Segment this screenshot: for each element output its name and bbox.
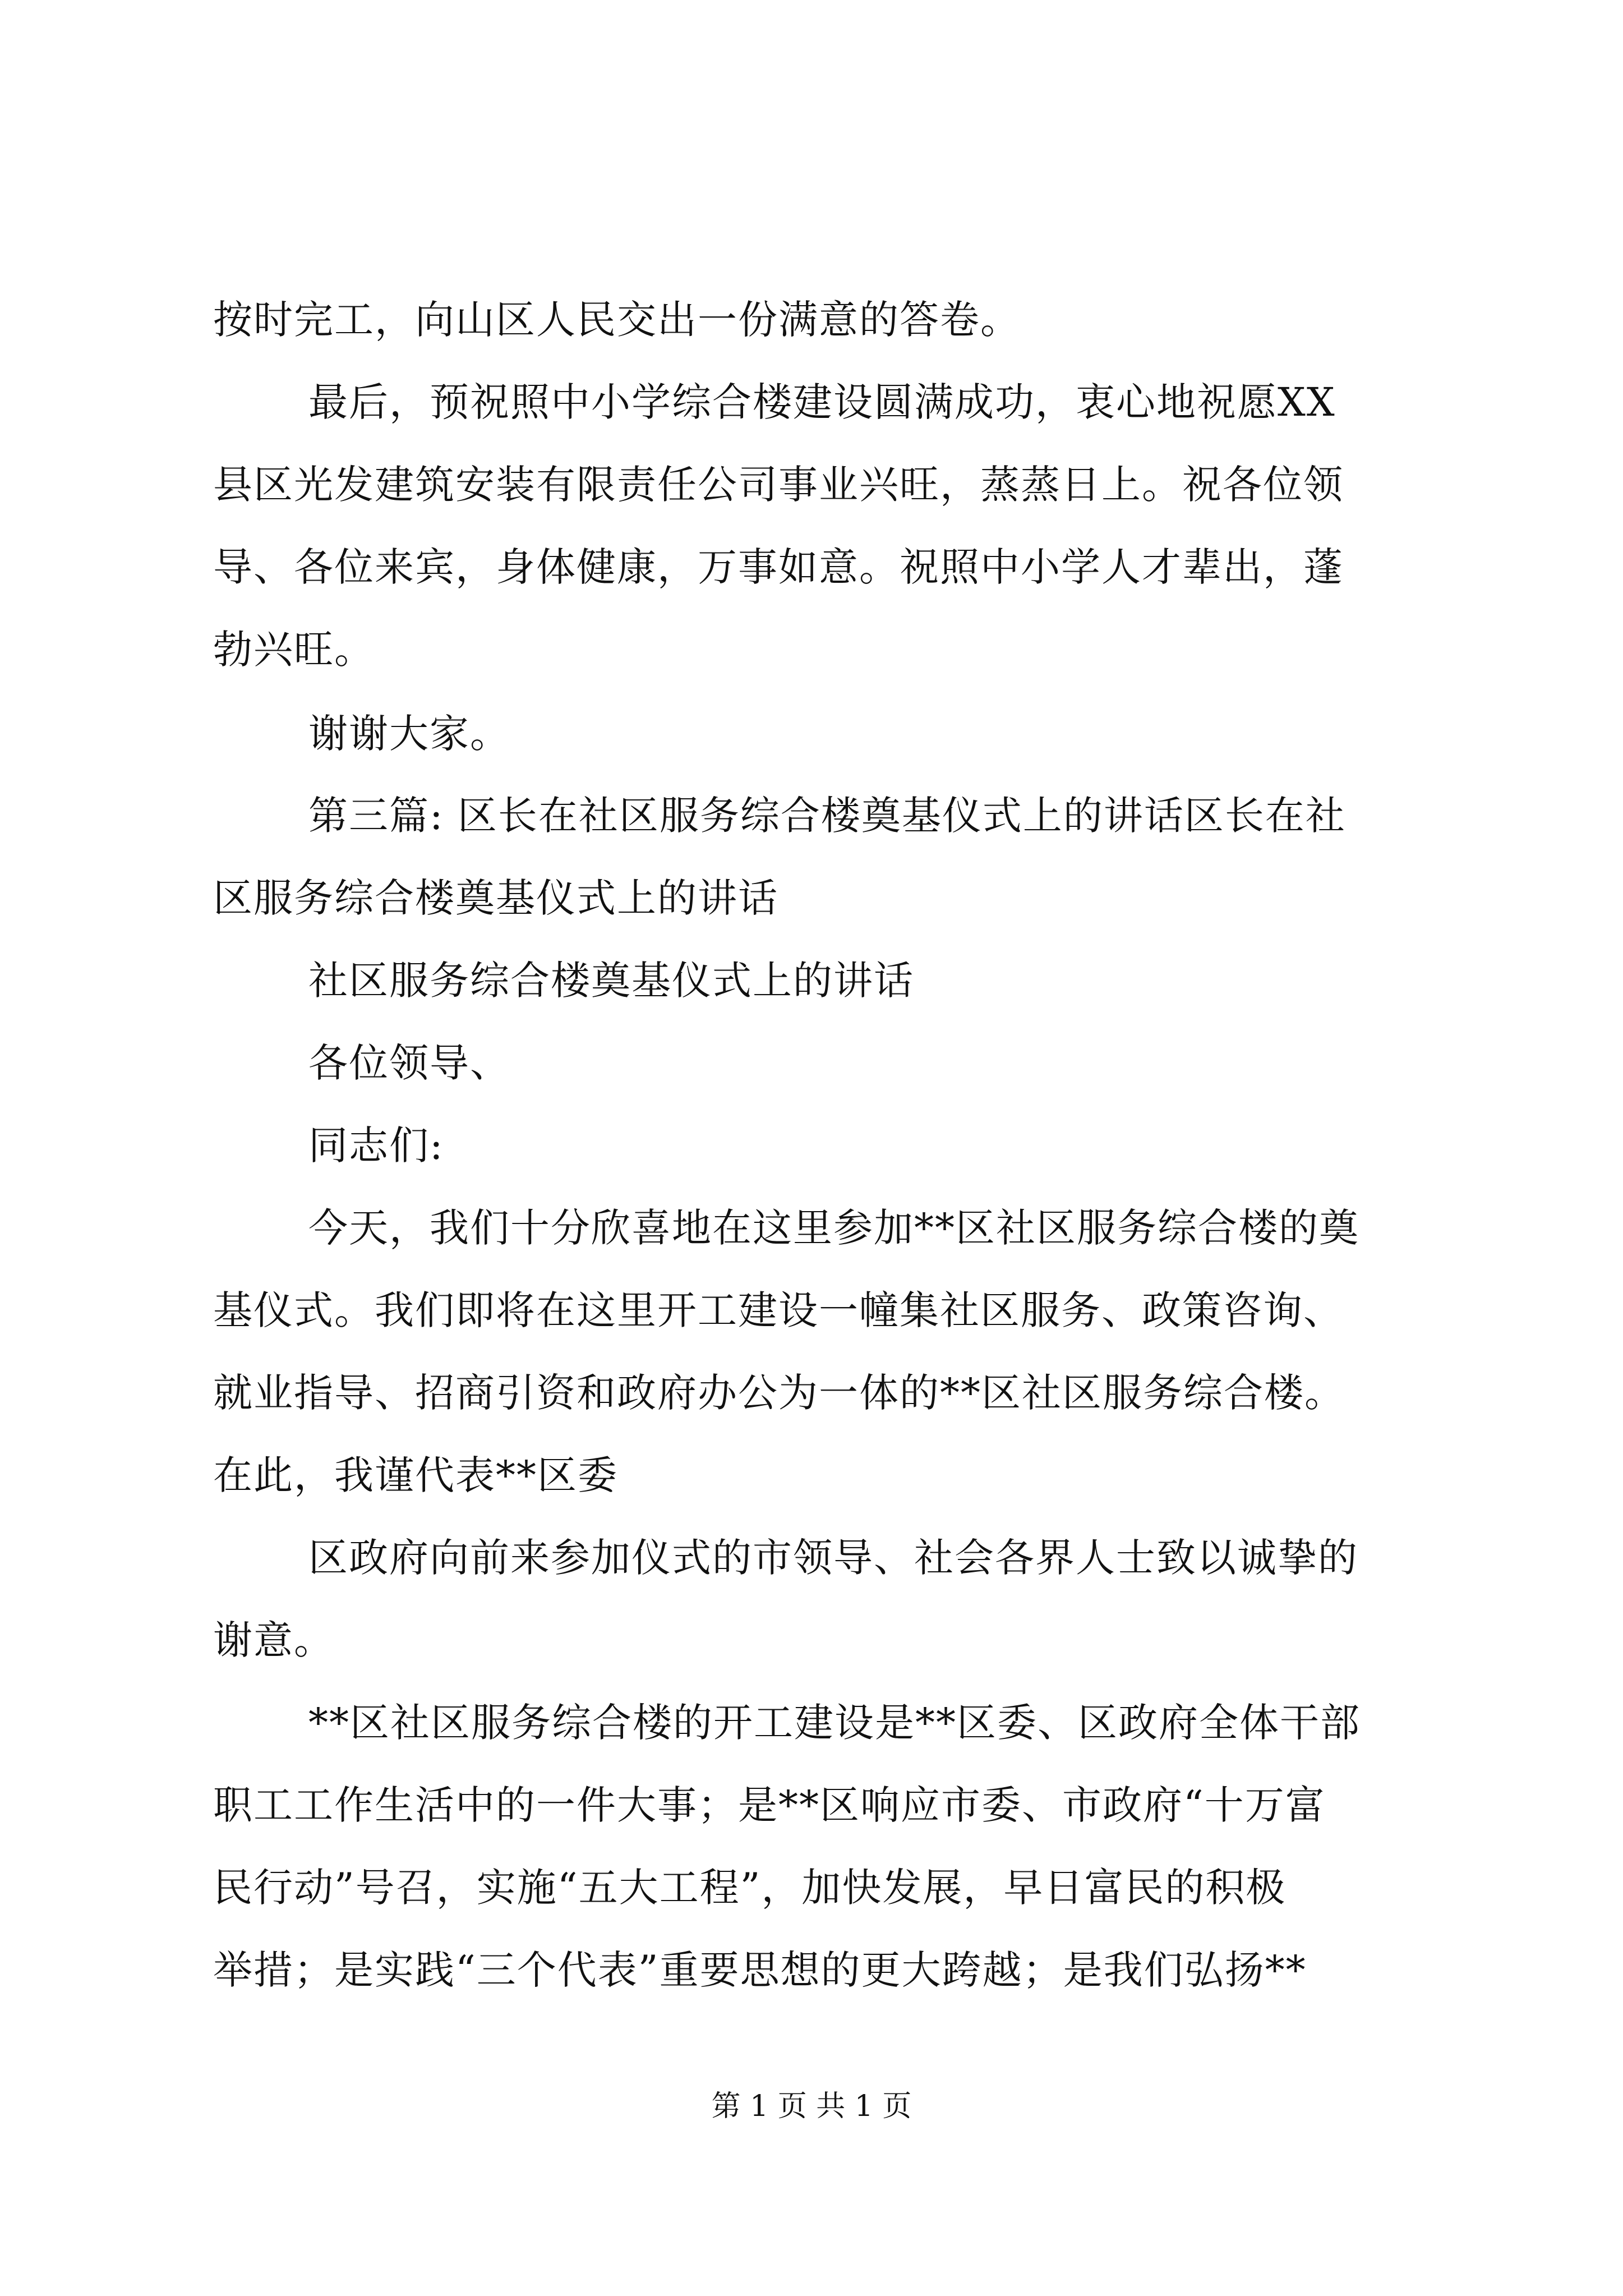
body-line: 民行动”号召，实施“五大工程”，加快发展，早日富民的积极 bbox=[213, 1865, 1287, 1911]
body-line: **区社区服务综合楼的开工建设是**区委、区政府全体干部 bbox=[308, 1700, 1361, 1746]
body-line: 按时完工，向山区人民交出一份满意的答卷。 bbox=[213, 297, 1021, 343]
body-line: 谢意。 bbox=[213, 1617, 334, 1663]
speech-title: 社区服务综合楼奠基仪式上的讲话 bbox=[308, 958, 914, 1004]
body-line: 谢谢大家。 bbox=[308, 711, 510, 757]
body-line: 举措；是实践“三个代表”重要思想的更大跨越；是我们弘扬** bbox=[213, 1947, 1307, 1993]
body-line: 在此，我谨代表**区委 bbox=[213, 1452, 618, 1498]
body-line: 最后，预祝照中小学综合楼建设圆满成功，衷心地祝愿XX bbox=[308, 379, 1336, 425]
section-heading: 区服务综合楼奠基仪式上的讲话 bbox=[213, 875, 778, 921]
body-line: 今天，我们十分欣喜地在这里参加**区社区服务综合楼的奠 bbox=[308, 1205, 1359, 1251]
body-line: 勃兴旺。 bbox=[213, 627, 375, 673]
body-line: 导、各位来宾，身体健康，万事如意。祝照中小学人才辈出，蓬 bbox=[213, 544, 1344, 590]
salutation: 同志们: bbox=[308, 1122, 444, 1168]
body-line: 职工工作生活中的一件大事；是**区响应市委、市政府“十万富 bbox=[213, 1782, 1326, 1828]
page-footer: 第 1 页 共 1 页 bbox=[711, 2090, 912, 2123]
section-heading: 第三篇: 区长在社区服务综合楼奠基仪式上的讲话区长在社 bbox=[308, 793, 1346, 839]
body-line: 就业指导、招商引资和政府办公为一体的**区社区服务综合楼。 bbox=[213, 1370, 1345, 1416]
salutation: 各位领导、 bbox=[308, 1040, 510, 1086]
body-line: 基仪式。我们即将在这里开工建设一幢集社区服务、政策咨询、 bbox=[213, 1287, 1344, 1333]
body-line: 区政府向前来参加仪式的市领导、社会各界人士致以诚挚的 bbox=[308, 1535, 1358, 1581]
body-line: 县区光发建筑安装有限责任公司事业兴旺，蒸蒸日上。祝各位领 bbox=[213, 462, 1344, 508]
